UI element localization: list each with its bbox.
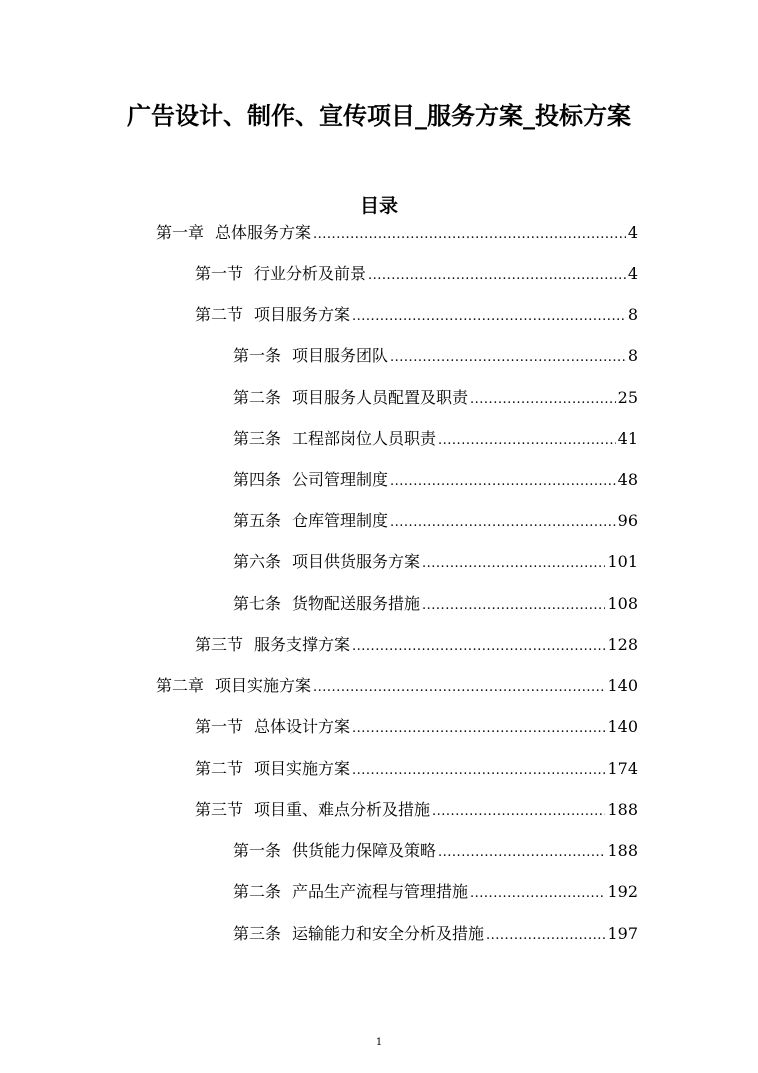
toc-entry[interactable] — [233, 426, 638, 450]
toc-entry-page: 8 — [627, 305, 638, 324]
toc-entry-page: 4 — [627, 264, 638, 283]
toc-entry[interactable] — [195, 261, 638, 285]
toc-entry-title: 项目服务人员配置及职责 — [292, 388, 469, 407]
toc-entry-label: 第二节 — [195, 305, 244, 324]
toc-entry-label: 第二条 — [233, 388, 282, 407]
toc-leader-dots — [390, 350, 626, 365]
toc-entry-label: 第二节 — [195, 759, 244, 778]
toc-leader-dots — [313, 680, 605, 695]
toc-leader-dots — [390, 515, 616, 530]
toc-entry-title: 公司管理制度 — [292, 470, 389, 489]
toc-entry-title: 项目重、难点分析及措施 — [254, 800, 431, 819]
toc-entry[interactable] — [156, 220, 638, 244]
toc-entry-title: 货物配送服务措施 — [292, 594, 421, 613]
toc-entry-page: 188 — [607, 841, 638, 860]
toc-entry-label: 第三条 — [233, 924, 282, 943]
toc-leader-dots — [422, 556, 605, 571]
toc-entry[interactable] — [156, 673, 638, 697]
toc-entry-page: 108 — [607, 594, 638, 613]
toc-entry-page: 48 — [617, 470, 638, 489]
toc-leader-dots — [470, 392, 616, 407]
toc-entry-title: 项目实施方案 — [215, 676, 312, 695]
toc-leader-dots — [368, 268, 626, 283]
toc-leader-dots — [422, 598, 605, 613]
toc-entry-page: 192 — [607, 882, 638, 901]
toc-leader-dots — [352, 639, 605, 654]
toc-entry-label: 第二章 — [156, 676, 205, 695]
toc-entry-title: 项目实施方案 — [254, 759, 351, 778]
toc-entry-title: 总体设计方案 — [254, 717, 351, 736]
toc-entry-page: 96 — [617, 511, 638, 530]
toc-entry[interactable] — [233, 921, 638, 945]
toc-entry-label: 第二条 — [233, 882, 282, 901]
toc-leader-dots — [352, 309, 626, 324]
toc-entry-page: 140 — [607, 717, 638, 736]
toc-entry[interactable] — [195, 756, 638, 780]
toc-entry[interactable] — [195, 714, 638, 738]
toc-entry-label: 第一条 — [233, 841, 282, 860]
toc-entry-title: 运输能力和安全分析及措施 — [292, 924, 485, 943]
toc-entry-title: 工程部岗位人员职责 — [292, 429, 437, 448]
toc-entry-label: 第三节 — [195, 800, 244, 819]
toc-leader-dots — [438, 433, 616, 448]
toc-leader-dots — [313, 227, 626, 242]
document-title: 广告设计、制作、宣传项目_服务方案_投标方案 — [127, 102, 631, 130]
toc-entry-label: 第三条 — [233, 429, 282, 448]
toc-entry-page: 174 — [607, 759, 638, 778]
toc-entry-label: 第一节 — [195, 717, 244, 736]
toc-entry[interactable] — [195, 302, 638, 326]
toc-entry-title: 总体服务方案 — [215, 223, 312, 242]
toc-entry-label: 第一章 — [156, 223, 205, 242]
toc-entry-title: 产品生产流程与管理措施 — [292, 882, 469, 901]
toc-entry-title: 服务支撑方案 — [254, 635, 351, 654]
toc-entry-page: 8 — [627, 346, 638, 365]
toc-entry[interactable] — [233, 343, 638, 367]
toc-leader-dots — [470, 886, 605, 901]
toc-entry-page: 101 — [607, 552, 638, 571]
toc-entry[interactable] — [233, 385, 638, 409]
toc-entry-title: 项目服务团队 — [292, 346, 389, 365]
toc-entry-label: 第一节 — [195, 264, 244, 283]
toc-entry-label: 第三节 — [195, 635, 244, 654]
toc-heading: 目录 — [359, 195, 398, 217]
toc-entry[interactable] — [233, 838, 638, 862]
toc-entry-label: 第七条 — [233, 594, 282, 613]
toc-entry[interactable] — [233, 549, 638, 573]
toc-entry-label: 第五条 — [233, 511, 282, 530]
toc-entry-title: 仓库管理制度 — [292, 511, 389, 530]
toc-entry[interactable] — [233, 467, 638, 491]
toc-entry-title: 行业分析及前景 — [254, 264, 367, 283]
toc-entry-page: 128 — [607, 635, 638, 654]
toc-entry[interactable] — [195, 632, 638, 656]
toc-entry-page: 197 — [607, 924, 638, 943]
toc-leader-dots — [438, 845, 605, 860]
toc-leader-dots — [486, 928, 605, 943]
toc-entry-page: 41 — [617, 429, 638, 448]
toc-entry-page: 188 — [607, 800, 638, 819]
toc-entry[interactable] — [195, 797, 638, 821]
toc-entry-label: 第六条 — [233, 552, 282, 571]
toc-leader-dots — [432, 804, 605, 819]
toc-leader-dots — [390, 474, 616, 489]
toc-entry-page: 140 — [607, 676, 638, 695]
toc-leader-dots — [352, 721, 605, 736]
toc-entry-label: 第一条 — [233, 346, 282, 365]
toc-entry-page: 25 — [617, 388, 638, 407]
toc-entry[interactable] — [233, 879, 638, 903]
toc-entry-title: 供货能力保障及策略 — [292, 841, 437, 860]
toc-entry[interactable] — [233, 591, 638, 615]
toc-leader-dots — [352, 763, 605, 778]
toc-entry-page: 4 — [627, 223, 638, 242]
toc-entry-title: 项目服务方案 — [254, 305, 351, 324]
toc-entry-title: 项目供货服务方案 — [292, 552, 421, 571]
page-number: 1 — [375, 1037, 383, 1048]
toc-entry-label: 第四条 — [233, 470, 282, 489]
toc-entry[interactable] — [233, 508, 638, 532]
